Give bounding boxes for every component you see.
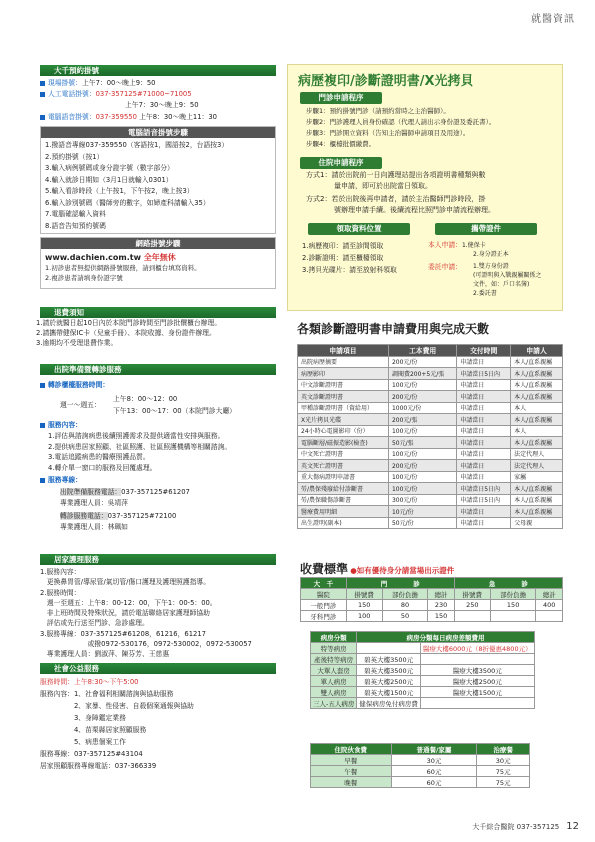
charges-sub-cell: 掛號費 <box>346 589 382 600</box>
fees-cell: 1000元/份 <box>388 402 456 414</box>
ward-cell: 特等病房 <box>311 643 357 654</box>
weekday-label: 週一～週五： <box>60 401 101 409</box>
charges-cell <box>454 611 490 622</box>
meal-cell: 30元 <box>477 755 530 766</box>
bullet-icon <box>40 478 45 483</box>
fees-cell: 勞/農保殘廢給付診斷書 <box>298 483 389 495</box>
voice-step: 3.輸入病例號碼或身分證字號（數字部分） <box>45 164 174 172</box>
discharge-content-item: 3.電話追蹤病患的醫療照護品質。 <box>48 453 150 461</box>
web-url[interactable]: www.dachien.com.tw <box>45 253 141 262</box>
discharge-phone-label: 出院準備服務電話： <box>60 488 122 496</box>
fees-cell: 法定代理人 <box>511 460 563 472</box>
pm-hours: 下午13：00～17：00（本院門診大廳） <box>113 407 236 415</box>
fees-row <box>298 391 563 403</box>
ward-cell: 碧英大樓3500元 <box>357 665 421 676</box>
fees-cell: 申請當日5日內 <box>457 494 511 506</box>
fees-cell: 英文診斷證明書 <box>298 391 389 403</box>
records-step: 步驟1：預約掛號門診（請預約當時之主治醫師）。 <box>306 107 450 115</box>
fees-cell: 100元/份 <box>388 471 456 483</box>
ward-cell: 三人-五人病房 <box>311 698 357 709</box>
ward-row <box>311 643 535 654</box>
charges-cell: 230 <box>428 600 454 611</box>
fees-cell: 本人/直系親屬 <box>511 356 563 368</box>
fees-header-cell: 工本費用 <box>388 345 456 357</box>
discharge-window-label: 服務專線： <box>48 476 82 484</box>
fees-cell: 300元/份 <box>388 494 456 506</box>
web-note: 全年無休 <box>141 253 176 262</box>
fees-header-cell: 交付時間 <box>457 345 511 357</box>
fees-cell: 本人/直系親屬 <box>511 506 563 518</box>
discharge-phone-line <box>60 487 190 497</box>
voice-steps-list <box>41 138 275 234</box>
ward-row <box>311 654 535 665</box>
proxy-label: 委託申請： <box>428 263 462 271</box>
charges-sub-cell: 部份負擔 <box>490 589 536 600</box>
inpatient-title: 住院申請程序 <box>300 157 382 169</box>
discharge-contents-list <box>48 431 231 473</box>
bullet-icon <box>40 423 45 428</box>
voice-step: 2.預約掛號（按1） <box>45 152 104 161</box>
pickup-list <box>302 240 397 276</box>
charges-top-cell: 大 千 <box>301 578 347 589</box>
fees-cell: 勞/農保職傷診斷書 <box>298 494 389 506</box>
social-line: 4、苗栗縣居家照顧服務 <box>40 726 147 734</box>
meal-row <box>311 755 530 766</box>
pickup-title: 領取資料位置 <box>308 223 410 235</box>
fees-cell: 24小時心電圖影印（份） <box>298 425 389 437</box>
homecare-list <box>40 567 252 660</box>
ward-row <box>311 665 535 676</box>
charges-title: 收費標準 <box>300 562 349 576</box>
web-steps-box <box>40 237 276 289</box>
fees-cell: 本人/直系親屬 <box>511 414 563 426</box>
charges-top-header <box>301 578 563 589</box>
fees-cell: 中文診斷證明書 <box>298 379 389 391</box>
charges-cell: 150 <box>490 600 536 611</box>
discharge-content-label: 服務內容： <box>48 421 82 429</box>
ward-cell <box>357 643 421 654</box>
refund-list <box>36 318 221 348</box>
discharge-window-title <box>40 475 82 485</box>
social-title: 社會公益服務 <box>40 663 276 674</box>
fees-cell: 申請當日5日內 <box>457 368 511 380</box>
records-step: 步驟3：門診開立資料（告知主治醫師申請項目及用途）。 <box>306 129 470 137</box>
bullet-icon <box>40 383 45 388</box>
fees-title: 各類診斷證明書申請費用與完成天數 <box>297 322 490 336</box>
charges-row <box>301 611 563 622</box>
process-title: 門診申請程序 <box>300 92 382 104</box>
page-number: 12 <box>566 821 579 832</box>
referral-phone-number[interactable]: 037-357125#72100 <box>107 512 177 520</box>
voice-number[interactable]: 037-359550 <box>95 113 137 121</box>
homecare-title: 居家護理服務 <box>40 554 276 565</box>
proxy-apply <box>428 262 462 272</box>
fees-cell: 申請當日 <box>457 356 511 368</box>
fees-cell: 申請當日5日內 <box>457 483 511 495</box>
ward-cell: 醫療大樓6000元（8折優惠4800元） <box>420 643 534 654</box>
fees-cell: 本人/直系親屬 <box>511 368 563 380</box>
pickup-item: 2.診斷證明：請至櫃檯領取 <box>302 254 384 262</box>
onsite-line <box>40 78 156 88</box>
fees-cell: 本人/直系親屬 <box>511 483 563 495</box>
meal-cell: 30元 <box>391 755 477 766</box>
homecare-line: 或撥0972-530176，0972-530002，0972-530057 <box>40 640 252 649</box>
records-steps-list <box>306 106 495 150</box>
phone-label: 人工電話掛號： <box>48 90 96 98</box>
homecare-line: 更換鼻胃管/導尿管/氣切管/傷口護理及護理照護指導。 <box>40 578 210 587</box>
charges-sub-cell: 醫院 <box>301 589 347 600</box>
self-doc: 1.健保卡 <box>461 242 486 249</box>
fees-row <box>298 379 563 391</box>
fees-row <box>298 460 563 472</box>
fees-row <box>298 437 563 449</box>
charges-cell: 牙科門診 <box>301 611 347 622</box>
web-steps-list <box>41 264 275 283</box>
bullet-icon <box>40 92 45 97</box>
charges-cell: 一般門診 <box>301 600 347 611</box>
charges-cell: 250 <box>454 600 490 611</box>
records-step: 步驟4：櫃檯批價繳費。 <box>306 140 376 148</box>
discharge-hours-label: 轉診櫃檯服務時間： <box>48 381 110 389</box>
method-2: 方式2：若於出院後再申請者，請於主治醫師門診時段，掛 <box>306 195 486 203</box>
meal-cell: 早餐 <box>311 755 392 766</box>
social-line: 服務專線：037-357125#43104 <box>40 750 143 758</box>
social-line: 居家照顧服務專線電話：037-366339 <box>40 762 157 770</box>
docs-title: 攜帶證件 <box>435 223 537 235</box>
referral-phone-line <box>60 511 176 521</box>
phone-time: 上午7：30～晚上9：50 <box>125 101 199 109</box>
fees-cell: 本人/直系親屬 <box>511 391 563 403</box>
fees-cell: 申請當日 <box>457 471 511 483</box>
fees-cell: 100元/份 <box>388 483 456 495</box>
referral-staff: 專業護理人員：林珮如 <box>60 523 128 531</box>
fees-cell: 本人/直系親屬 <box>511 379 563 391</box>
voice-step: 8.語音告知預約號碼 <box>45 221 106 230</box>
ward-cell: 碧英大樓3500元 <box>357 654 421 665</box>
social-line: 3、身障鑑定業務 <box>40 714 126 722</box>
phone-line <box>40 89 192 99</box>
fees-cell: 申請當日 <box>457 391 511 403</box>
fees-cell: X光片拷貝光碟 <box>298 414 389 426</box>
onsite-value: 上午7：00～晚上9：50 <box>81 79 156 87</box>
fees-row <box>298 356 563 368</box>
method-2b: 號辦理申請手續。後續流程比照門診申請流程辦理。 <box>306 206 495 214</box>
charges-cell: 100 <box>346 611 382 622</box>
voice-step: 5.輸入看診時段（上午按1，下午按2，晚上按3） <box>45 187 194 195</box>
ward-cell: 醫療大樓2500元 <box>420 676 534 687</box>
fees-cell: 申請當日 <box>457 517 511 529</box>
charges-top-cell: 急 診 <box>454 578 562 589</box>
charges-sub-cell: 部份負擔 <box>382 589 428 600</box>
fees-cell: 50元/張 <box>388 437 456 449</box>
fees-cell: 申請當日 <box>457 402 511 414</box>
fees-cell: 50元/份 <box>388 517 456 529</box>
meal-header-cell: 住院伙食費 <box>311 744 392 755</box>
referral-phone-label: 轉診服務電話： <box>60 512 108 520</box>
social-line: 服務內容：1、社會福利相關諮詢與協助服務 <box>40 690 174 698</box>
charges-sub-cell: 掛號費 <box>454 589 490 600</box>
pickup-item: 3.拷貝光碟片：請至放射科領取 <box>302 266 397 274</box>
phone-number[interactable]: 037-357125#71000~71005 <box>95 90 192 98</box>
discharge-content-item: 2.提供病患居家照顧、社區照護、社區照護機構等相關諮詢。 <box>48 442 232 451</box>
meal-header <box>311 744 530 755</box>
pickup-item: 1.病歷複印：請至診間領取 <box>302 242 384 250</box>
web-step: 2.複診患者請填身份證字號 <box>45 273 123 282</box>
fees-cell: 申請當日 <box>457 379 511 391</box>
social-line: 5、病患個案工作 <box>40 738 126 746</box>
fees-cell: 本人 <box>511 425 563 437</box>
ward-cell <box>420 654 534 665</box>
fees-header-row <box>298 345 563 357</box>
voice-steps-box <box>40 126 276 234</box>
ward-cell: 醫療大樓1500元 <box>420 687 534 698</box>
fees-row <box>298 402 563 414</box>
discharge-content-item: 1.評估與諮詢病患後續照護需求及提供適當性安排與服務。 <box>48 432 225 440</box>
footer-hospital: 大千綜合醫院 037-357125 <box>472 823 560 831</box>
fees-row <box>298 368 563 380</box>
homecare-line: 1.服務內容： <box>40 568 81 576</box>
homecare-line: 週一至週五：上午8：00-12：00，下午1：00-5：00。 <box>40 598 217 607</box>
homecare-line: 3.服務專線：037-357125#61208，61216，61217 <box>40 629 206 638</box>
fees-cell: 200元/份 <box>388 356 456 368</box>
meal-cell: 75元 <box>477 766 530 777</box>
charges-cell: 50 <box>382 611 428 622</box>
charges-note: ●如有優待身分請當場出示證件 <box>350 566 455 575</box>
fees-cell: 甲種診斷證明書（資給用） <box>298 402 389 414</box>
voice-step: 7.電腦確認輸入資料 <box>45 210 106 218</box>
ward-row <box>311 698 535 709</box>
meal-cell: 晚餐 <box>311 777 392 788</box>
fees-cell: 法定代理人 <box>511 448 563 460</box>
social-line: 2、家暴、性侵害、自殺個案通報與協助 <box>40 702 194 710</box>
ward-cell: 大單人套房 <box>311 665 357 676</box>
proxy-docs-list <box>473 262 541 298</box>
records-step: 步驟2：門診護理人員身份確認（代理人請出示身份證及委託書）。 <box>306 118 496 126</box>
outpatient-fee-table <box>300 577 563 622</box>
refund-item: 2.請攜帶健保IC卡（兒童手冊）、本院收據、身份證件辦理。 <box>36 329 216 337</box>
ward-header <box>311 632 535 643</box>
charges-cell <box>536 611 563 622</box>
meal-cell: 60元 <box>391 777 477 788</box>
self-label: 本人申請： <box>428 241 462 249</box>
meal-cell: 75元 <box>477 777 530 788</box>
charges-cell <box>490 611 536 622</box>
method-1b: 量申請，即可於出院當日領取。 <box>306 182 432 190</box>
discharge-title: 出院準備暨轉診服務 <box>40 364 276 375</box>
records-title: 病歷複印/診斷證明書/X光拷貝 <box>298 74 474 89</box>
meal-header-cell: 普通餐/家屬 <box>391 744 477 755</box>
fees-row <box>298 494 563 506</box>
ward-header-cell: 病房分類每日病房差額費用 <box>357 632 534 643</box>
charges-heading <box>300 560 454 577</box>
voice-step: 6.輸入診別號碼（醫師旁的數字，如婦產科請輸入35） <box>45 198 210 207</box>
fees-cell: 家屬 <box>511 471 563 483</box>
fees-cell: 出生證明(副本) <box>298 517 389 529</box>
fees-row <box>298 471 563 483</box>
fees-cell: 病歷影印 <box>298 368 389 380</box>
meal-fee-table <box>310 743 530 788</box>
fees-cell: 中文死亡證明書 <box>298 448 389 460</box>
fees-cell: 本人 <box>511 402 563 414</box>
ward-cell: 產後特等病房 <box>311 654 357 665</box>
am-hours: 上午8：00～12：00 <box>113 395 178 403</box>
meal-cell: 午餐 <box>311 766 392 777</box>
fees-cell: 100元/份 <box>388 448 456 460</box>
ward-cell <box>420 698 534 709</box>
fees-cell: 申請當日 <box>457 437 511 449</box>
social-list <box>40 688 194 772</box>
onsite-label: 現場掛號： <box>48 79 82 87</box>
fees-cell: 200元/份 <box>388 391 456 403</box>
ward-header-cell: 病房分類 <box>311 632 357 643</box>
fees-cell: 英文死亡證明書 <box>298 460 389 472</box>
fees-cell: 調閱費200+5元/張 <box>388 368 456 380</box>
ward-cell: 碧英大樓2500元 <box>357 676 421 687</box>
discharge-hours-title <box>40 380 109 390</box>
fees-row <box>298 517 563 529</box>
method-1: 方式1：請於出院前一日向護理站提出各項證明書種類與數 <box>306 171 486 179</box>
refund-title: 退費須知 <box>40 307 276 318</box>
fees-row <box>298 506 563 518</box>
fees-row <box>298 425 563 437</box>
charges-sub-cell: 總計 <box>536 589 563 600</box>
homecare-line: 評估或先行送至門診、急診處理。 <box>40 619 149 628</box>
ward-cell: 健保病房免付病房費 <box>357 698 421 709</box>
charges-cell: 150 <box>428 611 454 622</box>
bullet-icon <box>40 81 45 86</box>
bullet-icon <box>40 115 45 120</box>
fees-cell: 重大傷病證明申請書 <box>298 471 389 483</box>
discharge-phone-number[interactable]: 037-357125#61207 <box>121 488 190 496</box>
voice-label: 電腦語音掛號： <box>48 113 96 121</box>
meal-cell: 60元 <box>391 766 477 777</box>
proxy-doc: 文件，如：戶口名簿) <box>473 281 530 288</box>
charges-sub-header <box>301 589 563 600</box>
proxy-doc: 1.雙方身份證 <box>473 263 509 270</box>
proxy-doc: 2.委託書 <box>473 290 497 297</box>
web-url-line <box>41 249 275 264</box>
discharge-content-title <box>40 420 82 430</box>
voice-step: 1.撥語音專線037-359550（客語按1，國語按2，台語按3） <box>45 141 229 149</box>
fees-cell: 200元/張 <box>388 414 456 426</box>
proxy-doc: (可證明與入戰親屬關係之 <box>473 272 542 279</box>
social-time: 服務時間：上午8:30～下午5:00 <box>40 678 139 686</box>
footer <box>472 821 579 832</box>
fees-header-cell: 申請人 <box>511 345 563 357</box>
fees-cell: 本人/直系親屬 <box>511 494 563 506</box>
fees-row <box>298 483 563 495</box>
fees-cell: 100元/份 <box>388 425 456 437</box>
charges-cell: 150 <box>346 600 382 611</box>
section-title: 就醫資訊 <box>531 14 575 25</box>
fees-table <box>297 344 563 529</box>
fees-row <box>298 448 563 460</box>
meal-header-cell: 治療餐 <box>477 744 530 755</box>
ward-cell: 單人病房 <box>311 676 357 687</box>
fees-cell: 出院病歷摘要 <box>298 356 389 368</box>
fees-cell: 申請當日 <box>457 414 511 426</box>
fees-header-cell: 申請項目 <box>298 345 389 357</box>
fees-cell: 200元/份 <box>388 460 456 472</box>
ward-cell: 醫療大樓3500元 <box>420 665 534 676</box>
fees-cell: 申請當日 <box>457 506 511 518</box>
ward-row <box>311 687 535 698</box>
fees-cell: 10元/份 <box>388 506 456 518</box>
fees-cell: 申請當日 <box>457 460 511 472</box>
ward-fee-table <box>310 631 535 709</box>
discharge-staff: 專業護理人員：吳靖萍 <box>60 499 128 507</box>
fees-row <box>298 414 563 426</box>
fees-cell: 申請當日 <box>457 448 511 460</box>
homecare-line: 非上班時間及特殊狀況，請於電話聯絡居家護理師協助 <box>40 609 210 618</box>
meal-row <box>311 777 530 788</box>
fees-cell: 申請當日 <box>457 425 511 437</box>
charges-sub-cell: 總計 <box>428 589 454 600</box>
voice-line <box>40 112 217 122</box>
voice-time: 上午8：30～晚上11：30 <box>139 113 217 121</box>
fees-cell: 電腦斷層/磁振造影(檢查) <box>298 437 389 449</box>
charges-top-cell: 門 診 <box>346 578 454 589</box>
fees-cell: 醫療費用明細 <box>298 506 389 518</box>
fees-cell: 100元/份 <box>388 379 456 391</box>
self-doc-2: 2.身分證正本 <box>473 251 509 258</box>
fees-cell: 本人/直系親屬 <box>511 437 563 449</box>
ward-cell: 雙人病房 <box>311 687 357 698</box>
charges-cell: 400 <box>536 600 563 611</box>
charges-cell: 80 <box>382 600 428 611</box>
homecare-line: 2.服務時間： <box>40 588 81 597</box>
voice-step: 4.輸入就診日期如（3月1日就輸入0301） <box>45 175 173 184</box>
refund-item: 1.請於就醫日起10日內於本院門診時間至門診批價櫃台辦理。 <box>36 319 222 327</box>
refund-item: 3.逾期均不受理退費作業。 <box>36 339 118 347</box>
fees-cell: 父母親 <box>511 517 563 529</box>
web-steps-title: 網路掛號步驟 <box>41 238 275 249</box>
discharge-content-item: 4.轉介單一窗口的服務及回覆處理。 <box>48 463 157 472</box>
ward-cell: 碧英大樓1500元 <box>357 687 421 698</box>
web-step: 1.初診患者無提供網路掛號服務，請到櫃台填寫資料。 <box>45 264 201 272</box>
meal-row <box>311 766 530 777</box>
homecare-line: 專業護理人員：劉淑萍、陳芬芳、王慈惠 <box>40 650 170 659</box>
charges-row <box>301 600 563 611</box>
appointment-title: 大千預約掛號 <box>40 65 276 76</box>
ward-row <box>311 676 535 687</box>
voice-steps-title: 電腦語音掛號步驟 <box>41 127 275 138</box>
